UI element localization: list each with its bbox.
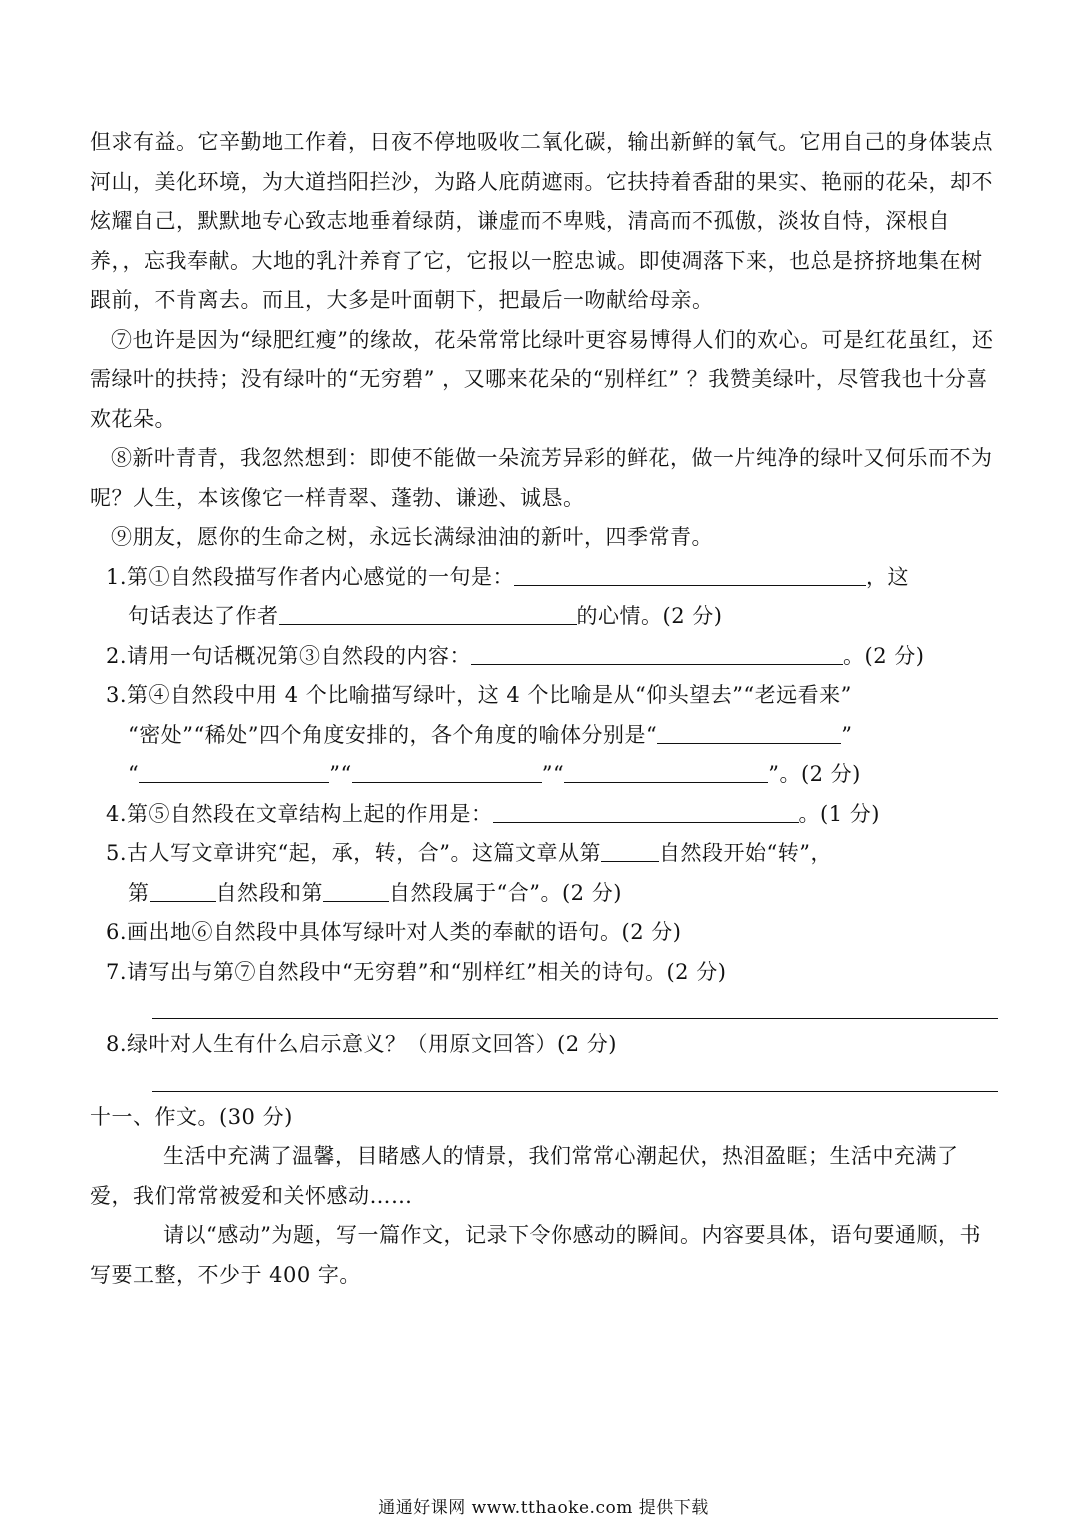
q5-answer-blank-1[interactable] [601,839,659,862]
q5-prompt-2: 自然段开始“转”， [659,841,832,865]
question-8: 8.绿叶对人生有什么启示意义？（用原文回答）(2 分) [106,1032,617,1056]
question-5 [90,834,998,913]
paragraph-9: ⑨朋友，愿你的生命之树，永远长满绿油油的新叶，四季常青。 [111,525,713,549]
q1-prompt-3: 句话表达了作者 [128,604,279,628]
paragraph-6-continued: 但求有益。它辛勤地工作着，日夜不停地吸收二氧化碳，输出新鲜的氧气。它用自己的身体装点河山，美化环境，为大道挡阳拦沙，为路人庇荫遮雨。它扶持着香甜的果实、艳丽的花朵，却不炫耀自己，默默地专心致志地垂着绿荫，谦虚而不卑贱，清高而不孤傲，淡妆自恃，深根自养，，忘我奉献。大地的乳汁养育了它，它报以一腔忠诚。即使凋落下来，也总是挤挤地集在树跟前，不肯离去。而且，大多是叶面朝下，把最后一吻献给母亲。 [90,130,993,312]
q3-score: ”。(2 分) [768,762,861,786]
page-footer: 通通好课网 www.tthaoke.com 提供下载 [378,1498,709,1518]
q3-prompt-2: “密处”“稀处”四个角度安排的，各个角度的喻体分别是“ [128,722,658,747]
q3-prompt: 3.第④自然段中用 4 个比喻描写绿叶，这 4 个比喻是从“仰头望去”“老远看来” [106,683,852,707]
q4-answer-blank[interactable] [493,800,799,823]
q3-answer-blank-1[interactable] [657,721,841,744]
q2-prompt: 2.请用一句话概况第③自然段的内容： [106,643,472,668]
question-3 [90,676,998,795]
q4-score: 。(1 分) [798,801,880,826]
page-content [90,123,998,1295]
essay-section [90,1098,998,1296]
paragraph-7: ⑦也许是因为“绿肥红瘦”的缘故，花朵常常比绿叶更容易博得人们的欢心。可是红花虽红，还需绿叶的扶持；没有绿叶的“无穷碧” ，又哪来花朵的“别样红” ？我赞美绿叶，尽管我也十分喜欢花朵。 [90,327,994,431]
question-7: 7.请写出与第⑦自然段中“无穷碧”和“别样红”相关的诗句。(2 分) [106,959,727,984]
essay-instructions: 请以“感动”为题，写一篇作文，记录下令你感动的瞬间。内容要具体，语句要通顺，书写要工整，不少于 400 字。 [90,1223,981,1287]
q7-answer-line[interactable] [152,1006,998,1019]
q3-quote-sep-1: ”“ [329,762,352,786]
q3-quote-open: “ [128,762,140,786]
q3-answer-blank-3[interactable] [352,760,542,783]
q5-prompt-5: 自然段属于“合”。(2 分) [389,880,622,905]
essay-intro: 生活中充满了温馨，目睹感人的情景，我们常常心潮起伏，热泪盈眶；生活中充满了爱，我们常常被爱和关怀感动…… [90,1144,959,1208]
q3-quote-sep-2: ”“ [541,762,565,786]
q5-prompt-3: 第 [128,880,150,905]
q5-answer-blank-3[interactable] [323,879,389,902]
q1-answer-blank-1[interactable] [514,563,866,586]
q1-prompt-4: 的心情。(2 分) [576,604,723,628]
q3-quote-close: ” [841,722,853,747]
question-1 [90,558,998,637]
q1-prompt-2: ，这 [866,564,910,589]
q2-answer-blank[interactable] [471,642,843,665]
q4-prompt: 4.第⑤自然段在文章结构上起的作用是： [106,801,493,826]
question-6: 6.画出地⑥自然段中具体写绿叶对人类的奉献的语句。(2 分) [106,920,682,944]
paragraph-8: ⑧新叶青青，我忽然想到：即使不能做一朵流芳异彩的鲜花，做一片纯净的绿叶又何乐而不为呢？人生，本该像它一样青翠、蓬勃、谦逊、诚恳。 [90,446,993,510]
q1-prompt: 1.第①自然段描写作者内心感觉的一句是： [106,564,515,589]
q3-answer-blank-2[interactable] [139,760,329,783]
essay-heading: 十一、作文。(30 分) [90,1104,293,1129]
q5-answer-blank-2[interactable] [150,879,216,902]
question-2 [90,637,998,677]
q5-prompt: 5.古人写文章讲究“起，承，转，合”。这篇文章从第 [106,841,602,865]
question-4 [90,795,998,835]
q8-answer-line[interactable] [152,1079,998,1092]
q1-answer-blank-2[interactable] [279,602,577,625]
q5-prompt-4: 自然段和第 [215,880,323,905]
q3-answer-blank-4[interactable] [564,760,768,783]
q2-score: 。(2 分) [843,643,925,668]
